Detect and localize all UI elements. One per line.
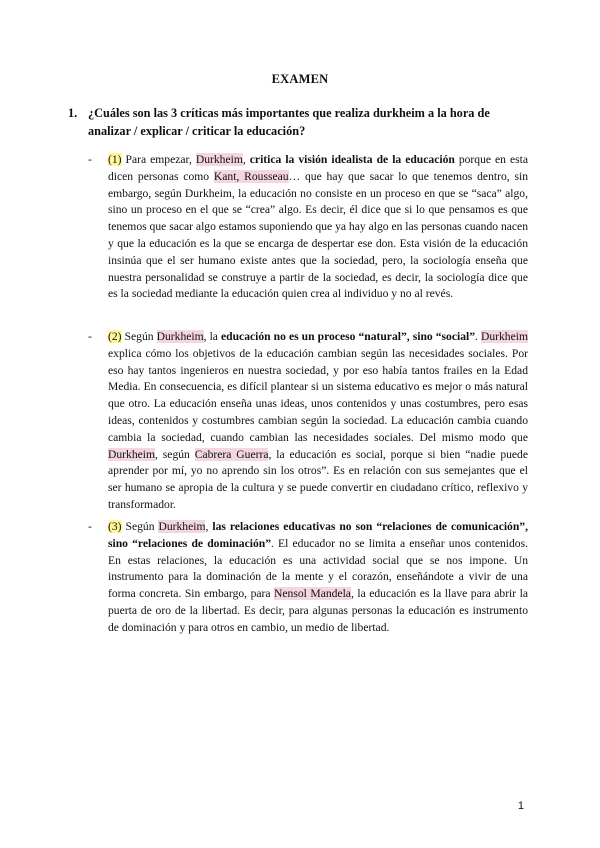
text-run: … que hay que sacar lo que tenemos dentro, sin embargo, según Durkheim, la educación no consiste en un proceso en que se “saca” algo, sino un proceso en el que se “crea” algo. Es decir, él dice que si lo que pensamos es que tenemos que sacar algo estamos suponiendo que ya hay algo en las personas cuando nacen y que la educación es la que se encarga de despertar ese don. Esta visión de la educación insinúa que el ser humano existe antes que la sociedad, pero, la sociología enseña que nuestra personalidad se construye a partir de la sociedad, es decir, la sociología dice que es la sociedad mediante la educación quien crea al individuo y no al revés. (108, 169, 528, 301)
text-run: porque en esta dicen personas como (108, 153, 528, 183)
answer-paragraph-2 (88, 329, 528, 514)
answer-paragraph-1 (88, 152, 528, 303)
point-number: (3) (108, 520, 122, 533)
text-run: , la educación es social, porque si bien “nadie puede aprender por mí, yo no aprendo sin los otros”. Es en relación con sus semejantes que el ser humano se apropia de la cultura y se puede convertir en ciudadano crítico, reflexivo y transformador. (108, 447, 528, 511)
text-run: , (242, 153, 250, 166)
answer-paragraph-3 (88, 519, 529, 637)
highlighted-name: Durkheim (480, 330, 528, 343)
document-title: EXAMEN (271, 72, 329, 86)
highlighted-name: Durkheim (195, 153, 243, 166)
point-number: (1) (108, 153, 122, 166)
bullet-dash: - (88, 153, 92, 166)
bold-phrase: critica la visión idealista de la educación (249, 153, 455, 166)
text-run: , (205, 520, 213, 533)
text-run: Según (121, 330, 157, 343)
text-run: , la (203, 330, 222, 343)
text-run: . (475, 330, 481, 343)
highlighted-name: Kant, Rousseau (213, 169, 289, 183)
text-run: , la educación es la llave para abrir la puerta de oro de la libertad. Es decir, para algunas personas la educación es instrumento de dominación y para otros en cambio, un medio de libertad. (108, 587, 529, 634)
highlighted-name: Nensol Mandela (274, 587, 351, 601)
paragraph-content (108, 153, 528, 300)
text-run: explica cómo los objetivos de la educación cambian según las necesidades sociales. Por eso hay tantos ingenieros en nuestra sociedad, y por eso había tantos frailes en la Edad Media. En consecuencia, es difícil plantear si un sistema educativo es mejor o más natural que otro. La educación enseña unas ideas, unos contenidos y unas costumbres, pero esas ideas, contenidos y costumbres cambian según la sociedad. La educación cambia cuando cambia la sociedad, cuando cambian las necesidades sociales. Del mismo modo que (108, 346, 528, 444)
highlighted-name: Cabrera Guerra (194, 447, 269, 461)
bold-phrase: las relaciones educativas no son “relaciones de comunicación”, sino “relaciones de dominación” (108, 520, 528, 550)
paragraph-content (108, 520, 528, 634)
paragraph-content (108, 330, 528, 511)
text-run: . El educador no se limita a enseñar unos contenidos. En estas relaciones, la educación es una actividad social que se nos impone. Un instrumento para la dominación de la mente y el corazón, enseñándote a vivir de una forma concreta. Sin embargo, para (108, 536, 528, 601)
highlighted-name: Durkheim (158, 520, 206, 533)
question-text: ¿Cuáles son las 3 críticas más importantes que realiza durkheim a la hora de analizar / explicar / criticar la educación? (88, 106, 490, 138)
question-number: 1. (68, 106, 78, 120)
bullet-dash: - (88, 330, 92, 343)
bold-phrase: educación no es un proceso “natural”, sino “social” (221, 330, 476, 343)
question-heading (68, 104, 528, 140)
text-run: Según (121, 520, 159, 533)
point-number: (2) (108, 330, 122, 343)
highlighted-name: Durkheim (156, 330, 204, 343)
text-run: Para empezar, (121, 153, 196, 166)
text-run: , según (155, 447, 195, 461)
page-number: 1 (517, 800, 524, 812)
bullet-dash: - (88, 520, 92, 533)
highlighted-name: Durkheim (108, 447, 156, 461)
